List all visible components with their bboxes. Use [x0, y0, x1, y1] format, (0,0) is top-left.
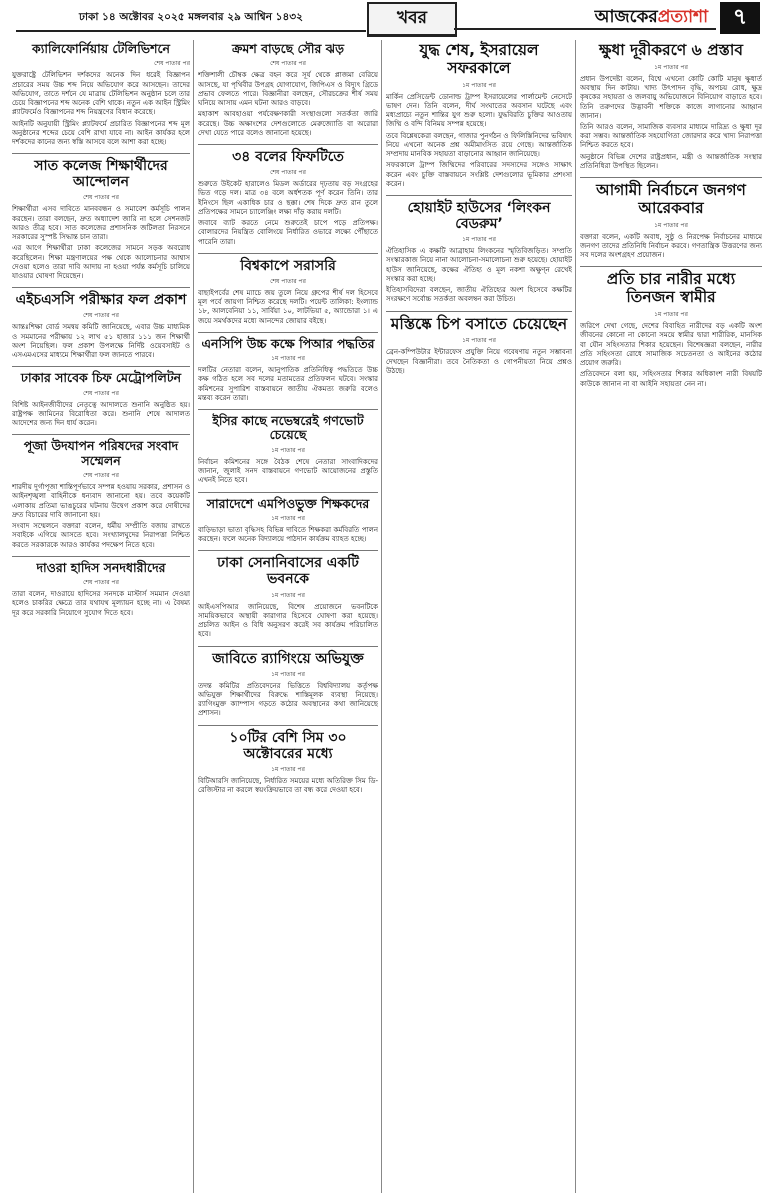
article-headline: আগামী নির্বাচনে জনগণ আরেকবার [596, 181, 746, 217]
continuation-note: ১ম পাতার পর [462, 236, 496, 244]
continuation-note: শেষ পাতার পর [270, 169, 306, 177]
article-body: বাছাইপর্বের শেষ ম্যাচে জয় তুলে নিয়ে গ্রুপের শীর্ষ দল হিসেবে মূল পর্বে জায়গা নিশ্চিত করেছে দলটি। পয়েন্ট তালিকা: ইংল্যান্ড ১৮, আলবেনিয়া ১১, সার্বিয়া ১০, লাটভিয়া ৫, অ্যান্ডোরা ১। এ জয়ে সমর্থকদের মধ্যে আনন্দের জোয়ার বইছে। [198, 288, 378, 325]
article [386, 316, 572, 377]
continuation-note: শেষ পাতার পর [83, 389, 119, 397]
article [386, 42, 572, 189]
article-headline: পূজা উদযাপন পরিষদের সংবাদ সম্মেলন [23, 438, 179, 468]
continuation-note: ১ম পাতার পর [654, 221, 688, 229]
article-headline: সারাদেশে এমপিওভুক্ত শিক্ষকদের [206, 495, 370, 511]
article [198, 149, 378, 247]
article-body: তবে বিশ্লেষকেরা বলছেন, গাজার পুনর্গঠন ও ফিলিস্তিনিদের ভবিষ্যৎ নিয়ে এখনো অনেক প্রশ্ন অমীমাংসিত রয়ে গেছে। আন্তর্জাতিক সম্প্রদায় মানবিক সহায়তা বাড়ানোর আহ্বান জানিয়েছে। [386, 131, 572, 159]
article-body: শারদীয় দুর্গাপূজা শান্তিপূর্ণভাবে সম্পন্ন হওয়ায় সরকার, প্রশাসন ও আইনশৃঙ্খলা বাহিনীকে ধন্যবাদ জানানো হয়। তবে কয়েকটি এলাকায় প্রতিমা ভাঙচুরের ঘটনায় উদ্বেগ প্রকাশ করে দোষীদের দ্রুত বিচারের দাবি জানানো হয়। [12, 483, 190, 519]
continuation-note: শেষ পাতার পর [83, 579, 119, 587]
article-headline: ঢাকা সেনানিবাসের একটি ভবনকে [217, 555, 359, 588]
article-headline: ঢাকার সাবেক চিফ মেট্রোপলিটন [20, 370, 182, 386]
article [580, 182, 762, 260]
continuation-note: শেষ পাতার পর [270, 60, 306, 68]
article-body: বক্তারা বলেন, একটি অবাধ, সুষ্ঠু ও নিরপেক্ষ নির্বাচনের মাধ্যমে জনগণ তাদের প্রতিনিধি নির্বাচন করবে। গণতান্ত্রিক উত্তরণের জন্য সব দলের অংশগ্রহণ প্রয়োজন। [580, 232, 762, 260]
continuation-note: ১ম পাতার পর [271, 765, 305, 773]
continuation-note: ১ম পাতার পর [462, 337, 496, 345]
column-4 [580, 40, 762, 1193]
continuation-note: শেষ পাতার পর [83, 312, 119, 320]
continuation-note: ১ম পাতার পর [271, 670, 305, 678]
article-body: মহাকাশ আবহাওয়া পর্যবেক্ষণকারী সংস্থাগুলো সতর্কতা জারি করেছে। উচ্চ অক্ষাংশের দেশগুলোতে মেরুজ্যোতি বা অরোরা দেখা যেতে পারে বলেও জানানো হয়েছে। [198, 110, 378, 137]
article [198, 730, 378, 796]
article-body: ব্রেন-কম্পিউটার ইন্টারফেস প্রযুক্তি নিয়ে গবেষণায় নতুন সম্ভাবনা দেখছেন বিজ্ঞানীরা। তবে নৈতিকতা ও গোপনীয়তা নিয়ে প্রশ্নও উঠছে। [386, 348, 572, 375]
article-headline: হোয়াইট হাউসের ‘লিংকন বেডরুম’ [407, 199, 551, 233]
article [580, 271, 762, 388]
article-headline: এইচএসসি পরীক্ষার ফল প্রকাশ [15, 292, 187, 309]
article-body: সংবাদ সম্মেলনে বক্তারা বলেন, ধর্মীয় সম্প্রীতি বজায় রাখতে সবাইকে এগিয়ে আসতে হবে। সংখ্যালঘুদের নিরাপত্তা নিশ্চিত করতে সরকারকে আরও কার্যকর পদক্ষেপ নিতে হবে। [12, 522, 190, 549]
article [12, 292, 190, 360]
article-body: যুক্তরাষ্ট্রে টেলিভিশন দর্শকদের অনেক দিন ধরেই বিজ্ঞাপন প্রচারের সময় উচ্চ শব্দ নিয়ে অভিযোগ করে আসছেন। তাদের অভিযোগ, তাতে দর্শনে যে মাত্রায় টেলিভিশন অনুষ্ঠান চলে তার চেয়ে বিজ্ঞাপনের শব্দ অনেক বেশি থাকে। নতুন এক আইন স্ট্রিমিং প্ল্যাটফর্মেও বিজ্ঞাপনের শব্দ নিয়ন্ত্রণের বিধান করেছে। [12, 71, 190, 117]
article [12, 439, 190, 549]
continuation-note: শেষ পাতার পর [83, 194, 119, 202]
column-divider [381, 40, 382, 1193]
article-body: শিক্ষার্থীরা এসব দাবিতে মানববন্ধন ও সমাবেশ কর্মসূচি পালন করছেন। তারা বলছেন, দ্রুত অধ্যাদেশ জারি না হলে সেশনজট আরও তীব্র হবে। সাত কলেজের প্রশাসনিক জটিলতা নিরসনে সরকারের সুস্পষ্ট সিদ্ধান্ত চান তারা। [12, 205, 190, 242]
article-body: ঐতিহাসিক এ কক্ষটি আব্রাহাম লিংকনের স্মৃতিবিজড়িত। সম্প্রতি সংস্কারকাজ নিয়ে নানা আলোচনা-সমালোচনা শুরু হয়েছে। হোয়াইট হাউস জানিয়েছে, কক্ষের ঐতিহ্য ও মূল নকশা অক্ষুণ্ন রেখেই সংস্কার করা হচ্ছে। [386, 247, 572, 283]
article-headline: ক্যালিফোর্নিয়ায় টেলিভিশনে [32, 41, 170, 56]
article-body: বিটিআরসি জানিয়েছে, নির্ধারিত সময়ের মধ্যে অতিরিক্ত সিম ডি-রেজিস্টার না করলে স্বয়ংক্রিয়ভাবে তা বন্ধ করে দেওয়া হবে। [198, 776, 378, 794]
continuation-note: শেষ পাতার পর [154, 60, 190, 68]
article-body: জরিপে দেখা গেছে, দেশের বিবাহিত নারীদের বড় একটি অংশ জীবনের কোনো না কোনো সময়ে স্বামীর দ্বারা শারীরিক, মানসিক বা যৌন সহিংসতার শিকার হয়েছেন। বিশেষজ্ঞরা বলছেন, নারীর প্রতি সহিংসতা রোধে সামাজিক সচেতনতা ও আইনের কঠোর প্রয়োগ জরুরি। [580, 322, 762, 368]
article-headline: এনসিপি উচ্চ কক্ষে পিআর পদ্ধতির [201, 335, 375, 351]
article-body: আন্তঃশিক্ষা বোর্ড সমন্বয় কমিটি জানিয়েছে, এবার উচ্চ মাধ্যমিক ও সমমানের পরীক্ষায় ১২ লাখ ৫১ হাজার ১১১ জন শিক্ষার্থী অংশ নিয়েছিল। ফল প্রকাশ উপলক্ষে নির্দিষ্ট ওয়েবসাইট ও এসএমএসের মাধ্যমে শিক্ষার্থীরা ফল জানতে পারবে। [12, 323, 190, 360]
article-body: অনুষ্ঠানে বিভিন্ন দেশের রাষ্ট্রপ্রধান, মন্ত্রী ও আন্তর্জাতিক সংস্থার প্রতিনিধিরা উপস্থিত ছিলেন। [580, 152, 762, 170]
article [198, 42, 378, 138]
article-body: আইএসপিআর জানিয়েছে, বিশেষ প্রয়োজনে ভবনটিকে সাময়িকভাবে অস্থায়ী কারাগার হিসেবে ঘোষণা করা হয়েছে। প্রচলিত আইন ও বিধি অনুসরণ করেই সব কার্যক্রম পরিচালিত হবে। [198, 602, 378, 639]
article-body: শুরুতে উইকেট হারালেও মিডল অর্ডারের দৃঢ়তায় বড় সংগ্রহের ভিত গড়ে দল। মাত্র ৩৪ বলে অর্ধশতক পূর্ণ করেন তিনি। তার ইনিংসে ছিল একাধিক চার ও ছক্কা। শেষ দিকে দ্রুত রান তুলে প্রতিপক্ষের সামনে চ্যালেঞ্জিং লক্ষ্য দাঁড় করায় দলটি। [198, 180, 378, 216]
continuation-note: শেষ পাতার পর [83, 472, 119, 480]
article-headline: সাত কলেজ শিক্ষার্থীদের আন্দোলন [34, 158, 168, 191]
article-body: ইতিহাসবিদেরা বলছেন, জাতীয় ঐতিহ্যের অংশ হিসেবে কক্ষটির সংরক্ষণে সর্বোচ্চ সতর্কতা অবলম্বন করা উচিত। [386, 286, 572, 304]
article-body: এর আগে শিক্ষার্থীরা ঢাকা কলেজের সামনে সড়ক অবরোধ করেছিলেন। শিক্ষা মন্ত্রণালয়ের পক্ষ থেকে আলোচনার আশ্বাস দেওয়া হলেও তারা দাবি আদায় না হওয়া পর্যন্ত কর্মসূচি চালিয়ে যাওয়ার ঘোষণা দিয়েছেন। [12, 244, 190, 281]
continuation-note: ১ম পাতার পর [654, 311, 688, 319]
continuation-note: ১ম পাতার পর [271, 446, 305, 454]
article-headline: ৩৪ বলের ফিফটিতে [232, 149, 344, 166]
article-headline: বিশ্বকাপে সরাসরি [240, 257, 336, 274]
article-headline: প্রতি চার নারীর মধ্যে তিনজন স্বামীর [606, 270, 736, 307]
continuation-note: ১ম পাতার পর [462, 81, 496, 89]
article-body: প্রতিবেদনে বলা হয়, সহিংসতার শিকার অধিকাংশ নারী বিষয়টি কাউকে জানান না বা আইনি সহায়তা নেন না। [580, 370, 762, 388]
date-line: ঢাকা ১৪ অক্টোবর ২০২৫ মঙ্গলবার ২৯ আশ্বিন ১৪৩২ [16, 4, 366, 32]
continuation-note: ১ম পাতার পর [271, 355, 305, 363]
article-body: জবাবে ব্যাট করতে নেমে শুরুতেই চাপে পড়ে প্রতিপক্ষ। বোলারদের নিয়ন্ত্রিত বোলিংয়ে নির্ধারিত ওভারে লক্ষ্যে পৌঁছাতে পারেনি তারা। [198, 219, 378, 246]
article [198, 414, 378, 485]
article-headline: যুদ্ধ শেষ, ইসরায়েল সফরকালে [419, 41, 539, 77]
article [580, 42, 762, 171]
article-body: সফরকালে ট্রাম্প জিম্মিদের পরিবারের সদস্যদের সঙ্গেও সাক্ষাৎ করেন এবং চুক্তি বাস্তবায়নে সংশ্লিষ্ট দেশগুলোর ভূমিকার প্রশংসা করেন। [386, 161, 572, 188]
column-3 [386, 40, 572, 1193]
article-body: আইনটি অনুযায়ী স্ট্রিমিং প্ল্যাটফর্মে প্রচারিত বিজ্ঞাপনের শব্দ মূল অনুষ্ঠানের শব্দের চেয়ে বেশি রাখা যাবে না। আইন কার্যকর হলে দর্শকদের কানের জন্য স্বস্তি আসবে বলে আশা করা হচ্ছে। [12, 119, 190, 147]
article-headline: মস্তিষ্কে চিপ বসাতে চেয়েছেন [390, 314, 568, 333]
page-number: ৭ [720, 2, 760, 34]
article-headline: ১০টির বেশি সিম ৩০ অক্টোবরের মধ্যে [229, 729, 347, 762]
article-headline: ইসির কাছে নভেম্বরেই গণভোট চেয়েছে [212, 413, 364, 443]
continuation-note: শেষ পাতার পর [270, 277, 306, 285]
article-body: তদন্ত কমিটির প্রতিবেদনের ভিত্তিতে বিশ্ববিদ্যালয় কর্তৃপক্ষ অভিযুক্ত শিক্ষার্থীদের বিরুদ্ধে শাস্তিমূলক ব্যবস্থা নিয়েছে। র‍্যাগিংমুক্ত ক্যাম্পাস গড়তে কঠোর অবস্থানের কথা জানিয়েছে প্রশাসন। [198, 681, 378, 718]
article [386, 200, 572, 305]
article-body: দলটির নেতারা বলেন, আনুপাতিক প্রতিনিধিত্ব পদ্ধতিতে উচ্চ কক্ষ গঠিত হলে সব দলের মতামতের প্রতিফলন ঘটবে। সংস্কার কমিশনের সুপারিশ বাস্তবায়নে জাতীয় ঐকমত্য জরুরি বলেও মন্তব্য করেন তারা। [198, 366, 378, 402]
article-body: শক্তিশালী চৌম্বক ক্ষেত্র বহন করে সূর্য থেকে প্লাজমা বেরিয়ে আসছে, যা পৃথিবীর উপগ্রহ যোগাযোগ, জিপিএস ও বিদ্যুৎ গ্রিডে প্রভাব ফেলতে পারে। বিজ্ঞানীরা বলছেন, সৌরচক্রের শীর্ষ সময় ঘনিয়ে আসায় এমন ঘটনা আরও বাড়বে। [198, 71, 378, 108]
continuation-note: ১ম পাতার পর [271, 591, 305, 599]
article-body: নির্বাচন কমিশনের সঙ্গে বৈঠক শেষে নেতারা সাংবাদিকদের জানান, জুলাই সনদ বাস্তবায়নে গণভোট আয়োজনের প্রস্তুতি এখনই নিতে হবে। [198, 457, 378, 485]
page-header [0, 0, 770, 44]
continuation-note: ১ম পাতার পর [654, 63, 688, 71]
column-2 [198, 40, 378, 1193]
article-body: প্রধান উপদেষ্টা বলেন, বিশ্বে এখনো কোটি কোটি মানুষ ক্ষুধার্ত অবস্থায় দিন কাটায়। খাদ্য উৎপাদন বৃদ্ধি, অপচয় রোধ, ক্ষুদ্র কৃষকের সহায়তা ও জলবায়ু অভিযোজনে বিনিয়োগ বাড়াতে হবে। তিনি তরুণদের উদ্ভাবনী শক্তিকে কাজে লাগানোর আহ্বান জানান। [580, 74, 762, 120]
article-body: তিনি আরও বলেন, সামাজিক ব্যবসার মাধ্যমে দারিদ্র্য ও ক্ষুধা দূর করা সম্ভব। আন্তর্জাতিক সহযোগিতা জোরদার করে খাদ্য নিরাপত্তা নিশ্চিত করতে হবে। [580, 122, 762, 150]
article-headline: ক্রমশ বাড়ছে সৌর ঝড় [231, 41, 345, 56]
article-headline: ক্ষুধা দূরীকরণে ৬ প্রস্তাব [599, 41, 743, 59]
newspaper-logo: আজকেরপ্রত্যাশা [454, 4, 716, 30]
article [12, 561, 190, 618]
column-1 [12, 40, 190, 1193]
article [198, 337, 378, 403]
article [198, 651, 378, 719]
article [12, 371, 190, 428]
article [198, 555, 378, 639]
column-divider [193, 40, 194, 1193]
article [12, 158, 190, 281]
article-body: তারা বলেন, দাওরায়ে হাদিসের সনদকে মাস্টার্স সমমান দেওয়া হলেও চাকরির ক্ষেত্রে তার যথাযথ মূল্যায়ন হচ্ছে না। এ বৈষম্য দূর করে সরকারি নিয়োগে সুযোগ দিতে হবে। [12, 590, 190, 617]
article [198, 497, 378, 545]
article [198, 258, 378, 326]
article-headline: জাবিতে র‍্যাগিংয়ে অভিযুক্ত [212, 650, 364, 667]
article [12, 42, 190, 147]
article-headline: দাওরা হাদিস সনদধারীদের [36, 559, 166, 575]
article-body: মার্কিন প্রেসিডেন্ট ডোনাল্ড ট্রাম্প ইসরায়েলের পার্লামেন্ট নেসেটে ভাষণ দেন। তিনি বলেন, দীর্ঘ সংঘাতের অবসান ঘটেছে এবং মধ্যপ্রাচ্যে নতুন শান্তির যুগ শুরু হলো। যুদ্ধবিরতি চুক্তির আওতায় জিম্মি ও বন্দি বিনিময় সম্পন্ন হয়েছে। [386, 92, 572, 129]
article-body: বিশিষ্ট আইনজীবীদের নেতৃত্বে আদালতে শুনানি অনুষ্ঠিত হয়। রাষ্ট্রপক্ষ জামিনের বিরোধিতা করে। শুনানি শেষে আদালত আদেশের জন্য দিন ধার্য করেন। [12, 400, 190, 428]
section-title: খবর [367, 2, 457, 37]
continuation-note: ১ম পাতার পর [271, 514, 305, 522]
article-body: বাড়িভাড়া ভাতা বৃদ্ধিসহ বিভিন্ন দাবিতে শিক্ষকরা কর্মবিরতি পালন করছেন। ফলে অনেক বিদ্যালয়ে পাঠদান কার্যক্রম ব্যাহত হচ্ছে। [198, 525, 378, 544]
column-divider [575, 40, 576, 1193]
